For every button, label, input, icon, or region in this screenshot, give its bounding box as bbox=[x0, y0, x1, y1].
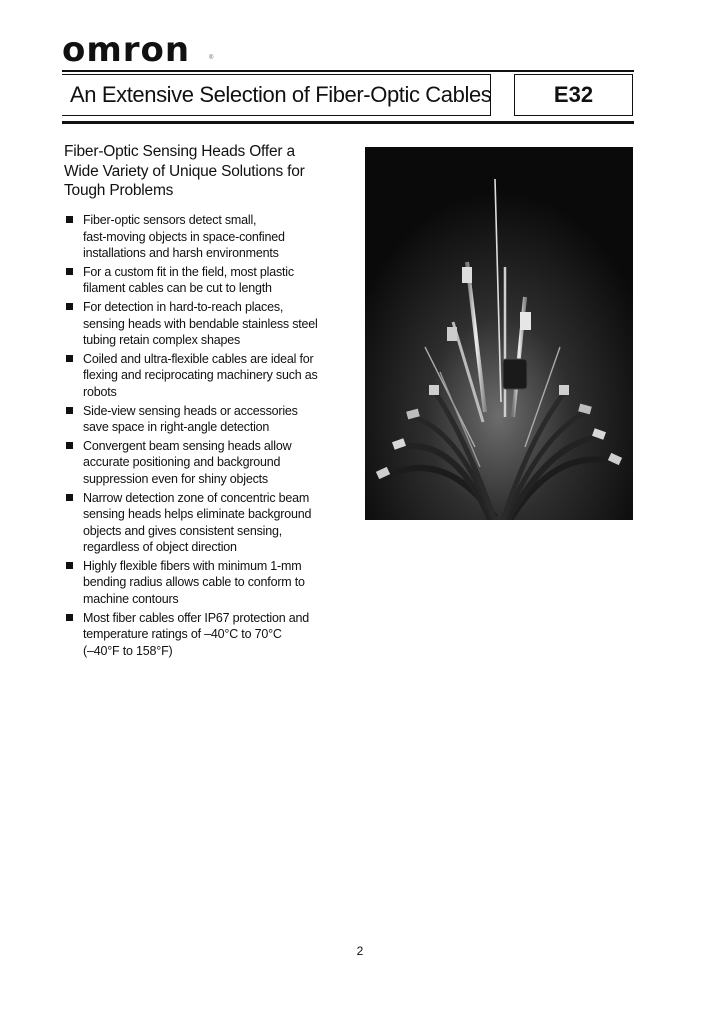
product-code-box bbox=[514, 74, 633, 116]
heading-line: Wide Variety of Unique Solutions for bbox=[64, 162, 305, 180]
bullet-square-icon bbox=[66, 268, 73, 275]
registered-mark: ® bbox=[209, 55, 214, 61]
fiber-cables-illustration bbox=[365, 147, 633, 520]
bullet-square-icon bbox=[66, 494, 73, 501]
feature-line: (–40°F to 158°F) bbox=[83, 643, 173, 658]
bottom-rule bbox=[62, 121, 634, 124]
feature-line: machine contours bbox=[83, 592, 179, 607]
feature-line: temperature ratings of –40°C to 70°C bbox=[83, 627, 282, 642]
page-number: 2 bbox=[356, 944, 364, 958]
feature-item bbox=[64, 438, 354, 488]
feature-item bbox=[64, 558, 354, 608]
feature-line: fast-moving objects in space-confined bbox=[83, 229, 285, 244]
bullet-square-icon bbox=[66, 442, 73, 449]
feature-line: Convergent beam sensing heads allow bbox=[83, 438, 292, 453]
feature-line: Coiled and ultra-flexible cables are ideal for bbox=[83, 351, 314, 366]
feature-line: suppression even for shiny objects bbox=[83, 471, 268, 486]
bullet-square-icon bbox=[66, 303, 73, 310]
feature-item bbox=[64, 212, 354, 262]
feature-line: installations and harsh environments bbox=[83, 246, 279, 261]
feature-line: tubing retain complex shapes bbox=[83, 333, 240, 348]
feature-item bbox=[64, 299, 354, 349]
heading-line: Tough Problems bbox=[64, 182, 174, 199]
feature-line: bending radius allows cable to conform to bbox=[83, 575, 305, 590]
feature-line: objects and gives consistent sensing, bbox=[83, 523, 282, 538]
bullet-square-icon bbox=[66, 216, 73, 223]
feature-line: For a custom fit in the field, most plastic bbox=[83, 264, 294, 279]
feature-item bbox=[64, 264, 354, 297]
feature-line: flexing and reciprocating machinery such as bbox=[83, 368, 318, 383]
omron-logo: omron bbox=[62, 30, 191, 70]
feature-item bbox=[64, 403, 354, 436]
feature-line: accurate positioning and background bbox=[83, 455, 281, 470]
bullet-square-icon bbox=[66, 355, 73, 362]
feature-line: Fiber-optic sensors detect small, bbox=[83, 213, 257, 227]
feature-line: Highly flexible fibers with minimum 1-mm bbox=[83, 558, 302, 573]
feature-line: Narrow detection zone of concentric beam bbox=[83, 490, 310, 505]
feature-list bbox=[64, 212, 354, 661]
feature-item bbox=[64, 490, 354, 556]
feature-line: For detection in hard-to-reach places, bbox=[83, 299, 284, 314]
feature-line: Most fiber cables offer IP67 protection and bbox=[83, 610, 310, 625]
heading-line: Fiber-Optic Sensing Heads Offer a bbox=[64, 143, 295, 160]
page-title: An Extensive Selection of Fiber-Optic Cables bbox=[70, 82, 492, 107]
feature-item bbox=[64, 610, 354, 660]
page-title-box bbox=[62, 74, 491, 116]
top-rule bbox=[62, 70, 634, 72]
feature-line: robots bbox=[83, 384, 117, 399]
bullet-square-icon bbox=[66, 614, 73, 621]
product-code: E32 bbox=[553, 82, 594, 107]
feature-line: sensing heads helps eliminate background bbox=[83, 507, 312, 522]
feature-item bbox=[64, 351, 354, 401]
feature-line: regardless of object direction bbox=[83, 540, 237, 555]
feature-line: Side-view sensing heads or accessories bbox=[83, 403, 298, 418]
bullet-square-icon bbox=[66, 407, 73, 414]
intro-heading bbox=[64, 142, 334, 201]
feature-line: sensing heads with bendable stainless steel bbox=[83, 316, 318, 331]
fiber-optic-cables-photo bbox=[365, 147, 633, 520]
feature-line: filament cables can be cut to length bbox=[83, 281, 272, 296]
bullet-square-icon bbox=[66, 562, 73, 569]
feature-line: save space in right-angle detection bbox=[83, 420, 270, 435]
